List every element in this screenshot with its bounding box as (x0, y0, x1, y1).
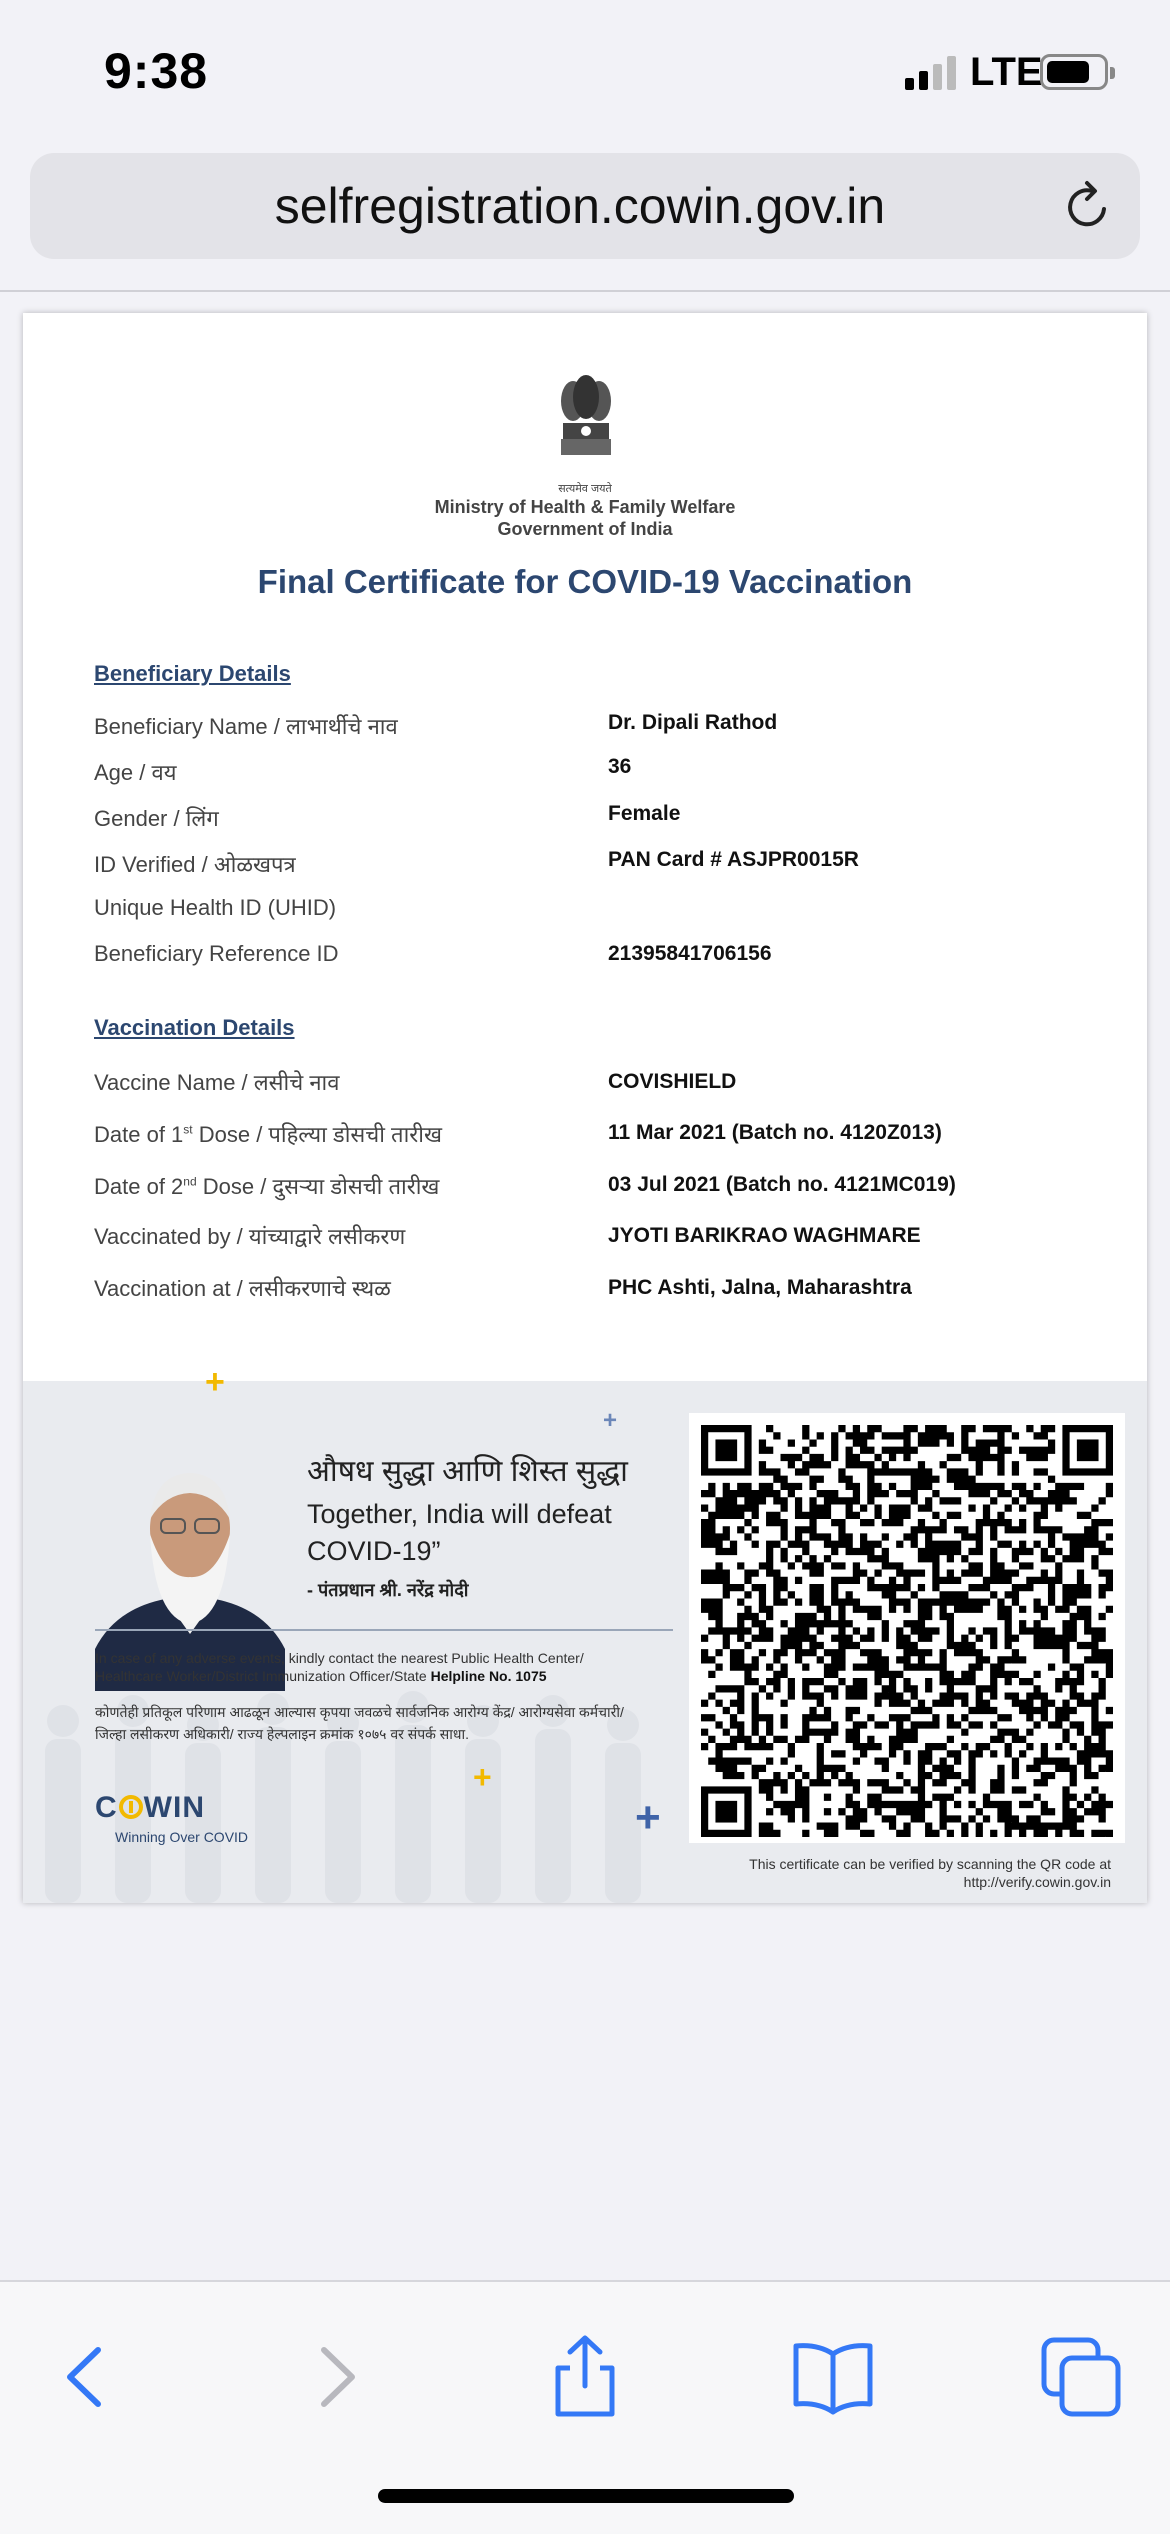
forward-icon[interactable] (292, 2332, 382, 2422)
url-text[interactable]: selfregistration.cowin.gov.in (274, 178, 886, 234)
first-dose-value: 11 Mar 2021 (Batch no. 4120Z013) (608, 1121, 942, 1144)
battery-icon (1040, 54, 1108, 90)
verify-note: This certificate can be verified by scanning the QR code at http://verify.cowin.gov.in (749, 1856, 1111, 1890)
plus-decoration-icon: + (205, 1363, 225, 1401)
network-type: LTE (970, 50, 1043, 94)
id-verified-value: PAN Card # ASJPR0015R (608, 848, 859, 871)
emblem-motto: सत्यमेव जयते (558, 483, 612, 495)
share-icon[interactable] (540, 2332, 630, 2422)
quote-attribution: - पंतप्रधान श्री. नरेंद्र मोदी (307, 1580, 469, 1600)
plus-decoration-icon: + (473, 1759, 492, 1795)
beneficiary-reference-label: Beneficiary Reference ID (94, 941, 339, 966)
uhid-label: Unique Health ID (UHID) (94, 895, 337, 920)
address-bar[interactable] (30, 153, 1140, 259)
plus-decoration-icon: + (635, 1793, 661, 1842)
first-dose-label: Date of 1st Dose / पहिल्या डोसची तारीख (94, 1122, 442, 1147)
quote-english: Together, India will defeat COVID-19” (307, 1499, 612, 1566)
adverse-events-note-english: In case of any adverse events, kindly contact the nearest Public Health Center/ Healthcare Worker/District Immunization Officer/State Helpline No. 1075 (95, 1650, 584, 1684)
back-icon[interactable] (40, 2332, 130, 2422)
page-top-divider (0, 290, 1170, 292)
certificate-banner (23, 1363, 1147, 1903)
age-label: Age / वय (94, 760, 177, 785)
quote-marathi: औषध सुद्धा आणि शिस्त सुद्धा (307, 1455, 628, 1488)
beneficiary-details-heading: Beneficiary Details (94, 661, 291, 686)
vaccination-at-value: PHC Ashti, Jalna, Maharashtra (608, 1276, 912, 1299)
status-bar (0, 0, 1170, 140)
national-emblem-icon (553, 373, 619, 478)
cowin-tagline: Winning Over COVID (115, 1829, 249, 1845)
vaccination-details-heading: Vaccination Details (94, 1015, 295, 1040)
qr-code-icon (701, 1425, 1113, 1837)
gender-label: Gender / लिंग (94, 806, 219, 831)
vaccine-name-value: COVISHIELD (608, 1070, 737, 1093)
beneficiary-name-value: Dr. Dipali Rathod (608, 711, 778, 734)
vaccine-name-label: Vaccine Name / लसीचे नाव (94, 1070, 340, 1095)
vaccinated-by-value: JYOTI BARIKRAO WAGHMARE (608, 1224, 921, 1247)
certificate-title: Final Certificate for COVID-19 Vaccination (257, 563, 913, 600)
id-verified-label: ID Verified / ओळखपत्र (94, 852, 296, 877)
bookmarks-icon[interactable] (788, 2332, 878, 2422)
cellular-signal-icon (905, 56, 960, 90)
adverse-events-note-marathi: कोणतेही प्रतिकूल परिणाम आढळून आल्यास कृपया जवळचे सार्वजनिक आरोग्य केंद्र/ आरोग्यसेवा कर्मचारी/ जिल्हा लसीकरण अधिकारी/ राज्य हेल्पलाइन क्रमांक १०७५ वर संपर्क साधा. (95, 1704, 624, 1742)
banner-divider (95, 1629, 673, 1631)
age-value: 36 (608, 755, 632, 778)
plus-decoration-icon: + (603, 1407, 618, 1434)
ministry-name: Ministry of Health & Family Welfare (434, 497, 736, 517)
beneficiary-reference-value: 21395841706156 (608, 942, 772, 965)
second-dose-label: Date of 2nd Dose / दुसऱ्या डोसची तारीख (94, 1174, 440, 1199)
vaccination-certificate (23, 313, 1147, 1903)
government-name: Government of India (497, 519, 673, 539)
beneficiary-name-label: Beneficiary Name / लाभार्थीचे नाव (94, 714, 398, 739)
tabs-icon[interactable] (1036, 2332, 1126, 2422)
status-time: 9:38 (104, 43, 209, 99)
home-indicator (378, 2489, 794, 2503)
reload-icon[interactable] (1060, 179, 1116, 235)
vaccinated-by-label: Vaccinated by / यांच्याद्वारे लसीकरण (94, 1224, 406, 1249)
gender-value: Female (608, 802, 681, 825)
vaccination-at-label: Vaccination at / लसीकरणाचे स्थळ (94, 1276, 391, 1301)
qr-code (689, 1413, 1125, 1843)
cowin-logo: C WIN (95, 1791, 205, 1824)
second-dose-value: 03 Jul 2021 (Batch no. 4121MC019) (608, 1173, 956, 1196)
